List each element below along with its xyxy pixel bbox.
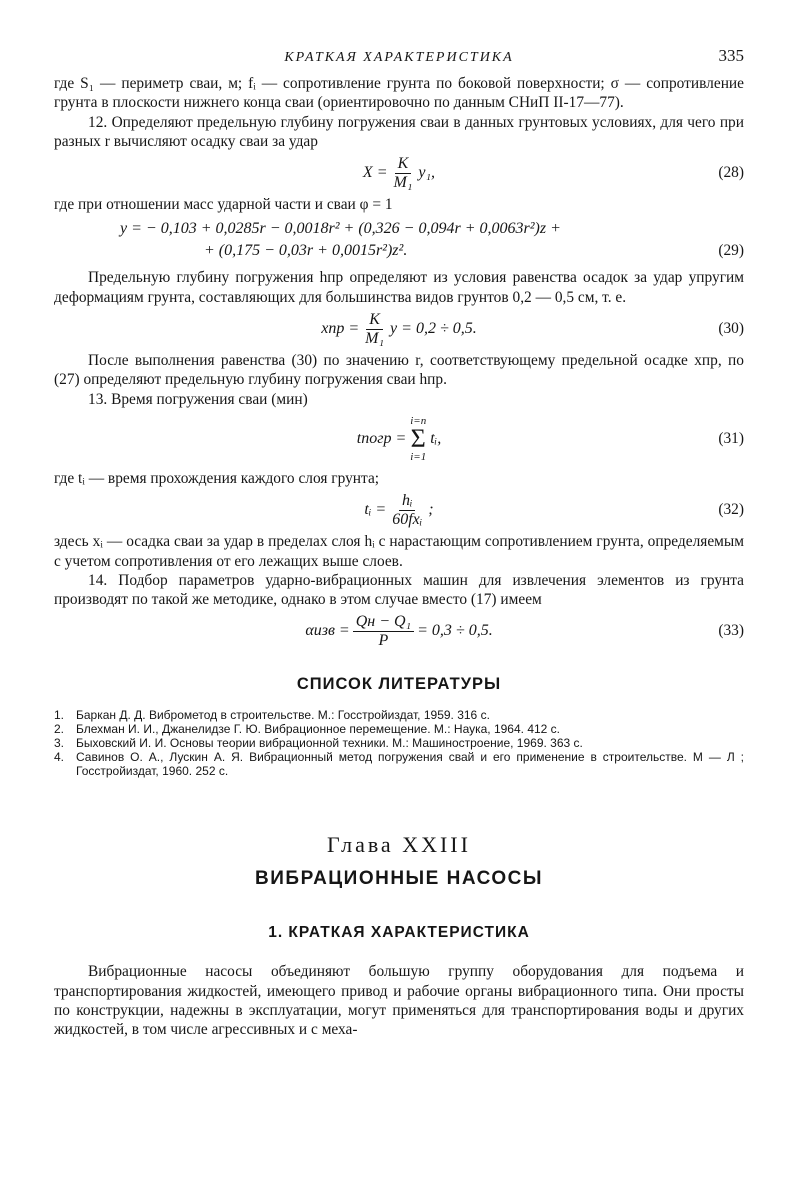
eq32-numerator: hᵢ [399, 492, 416, 511]
paragraph-layer-time: где tᵢ — время прохождения каждого слоя грунта; [54, 469, 380, 487]
eq32-rhs: ; [428, 501, 434, 519]
eq32-fraction [389, 492, 425, 529]
eq29-number: (29) [718, 242, 744, 260]
reference-item [54, 722, 744, 736]
paragraph-step-13: 13. Время погружения сваи (мин) [88, 390, 308, 408]
eq30-number: (30) [718, 320, 744, 338]
eq28-numerator: K [395, 155, 412, 174]
eq31-lhs: tпогр = [356, 429, 407, 447]
eq32-denominator: 60fxᵢ [392, 510, 423, 528]
reference-text: Савинов О. А., Лускин А. Я. Вибрационный метод погружения свай и его применение в строительстве. М — Л ; Госстройиздат, 1960. 252 с. [76, 750, 744, 779]
eq33-number: (33) [718, 622, 744, 640]
chapter-title: ВИБРАЦИОННЫЕ НАСОСЫ [255, 868, 543, 890]
eq29-line-1: y = − 0,103 + 0,0285r − 0,0018r² + (0,326 − 0,094r + 0,0063r²)z + [120, 220, 561, 238]
reference-text: Баркан Д. Д. Виброметод в строительстве. М.: Госстройиздат, 1959. 316 с. [76, 708, 490, 723]
eq30-denominator: M₁ [365, 329, 385, 347]
page-number: 335 [718, 46, 744, 65]
reference-item [54, 750, 744, 778]
eq28-fraction [391, 155, 416, 192]
eq31-number: (31) [718, 429, 744, 447]
eq29-line-2: + (0,175 − 0,03r + 0,0015r²)z². [204, 242, 408, 260]
eq31-summation [410, 415, 426, 463]
references-heading: СПИСОК ЛИТЕРАТУРЫ [296, 675, 502, 694]
paragraph-mass-ratio: где при отношении масс ударной части и сваи φ = 1 [54, 196, 393, 214]
eq33-numerator: Qн − Q₁ [353, 613, 414, 632]
eq30-numerator: K [366, 311, 383, 330]
eq31-upper-limit: i=n [410, 414, 427, 427]
paragraph-after-equality: После выполнения равенства (30) по значению r, соответствующему предельной осадке xпр, по (27) определяют предельную глубину погружения сваи hпр. [54, 352, 744, 389]
reference-number: 2. [54, 722, 65, 737]
section-title: 1. КРАТКАЯ ХАРАКТЕРИСТИКА [268, 924, 530, 942]
equation-33 [54, 609, 744, 653]
eq32-number: (32) [718, 501, 744, 519]
reference-item [54, 708, 744, 722]
eq28-denominator: M₁ [393, 173, 413, 191]
eq30-rhs: y = 0,2 ÷ 0,5. [390, 320, 477, 338]
reference-item [54, 736, 744, 750]
chapter-number: Глава XXIII [327, 832, 471, 858]
equation-31 [54, 409, 744, 469]
eq33-lhs: αизв = [305, 622, 350, 640]
references-list [54, 708, 744, 778]
running-title: КРАТКАЯ ХАРАКТЕРИСТИКА [284, 50, 514, 65]
eq28-number: (28) [718, 164, 744, 182]
reference-number: 4. [54, 750, 65, 765]
eq33-denominator: P [378, 631, 389, 649]
eq33-fraction [353, 613, 414, 650]
eq30-lhs: xпр = [321, 320, 360, 338]
paragraph-step-12: 12. Определяют предельную глубину погружения сваи в данных грунтовых условиях, для чего при разных r вычисляют осадку сваи за удар [54, 113, 744, 150]
eq28-lhs: X = [362, 164, 388, 182]
eq31-rhs: tᵢ, [430, 429, 442, 447]
reference-text: Быховский И. И. Основы теории вибрационной техники. М.: Машиностроение, 1969. 363 с. [76, 736, 583, 751]
eq32-lhs: tᵢ = [364, 501, 387, 519]
paragraph-limit-depth: Предельную глубину погружения hпр определяют из условия равенства осадок за удар упругим деформациям грунта, составляющих для большинства видов грунтов 0,2 — 0,5 см, т. е. [54, 269, 744, 306]
paragraph-intro: Вибрационные насосы объединяют большую группу оборудования для подъема и транспортирования жидкостей, имеющего привод и рабочие органы вибрационного типа. Они просты по конструкции, надежны в эксплуатации, могут применяться для транспортирования воды и других жидкостей, в том числе агрессивных и с меха- [54, 963, 744, 1039]
eq28-rhs: y₁, [418, 164, 436, 182]
reference-number: 3. [54, 736, 65, 751]
paragraph-settlement: здесь xᵢ — осадка сваи за удар в пределах слоя hᵢ с нарастающим сопротивлением грунта, определяемым с учетом сопротивления от его лежащих выше слоев. [54, 533, 744, 570]
equation-28 [54, 151, 744, 195]
sigma-symbol: Σ [410, 423, 426, 453]
reference-number: 1. [54, 708, 65, 723]
eq30-fraction [362, 311, 387, 348]
eq33-rhs: = 0,3 ÷ 0,5. [417, 622, 493, 640]
paragraph-step-14: 14. Подбор параметров ударно-вибрационных машин для извлечения элементов из грунта производят по такой же методике, однако в этом случае вместо (17) имеем [54, 571, 744, 609]
equation-30 [54, 307, 744, 351]
page [54, 44, 744, 1040]
equation-29 [54, 218, 744, 262]
paragraph-definitions: где S₁ — периметр сваи, м; fᵢ — сопротивление грунта по боковой поверхности; σ — сопротивление грунта в плоскости нижнего конца сваи (ориентировочно по данным СНиП II-17—77). [54, 75, 744, 112]
equation-32 [54, 488, 744, 532]
eq31-lower-limit: i=1 [410, 450, 427, 463]
reference-text: Блехман И. И., Джанелидзе Г. Ю. Вибрационное перемещение. М.: Наука, 1964. 412 с. [76, 722, 561, 737]
running-header [54, 44, 744, 74]
